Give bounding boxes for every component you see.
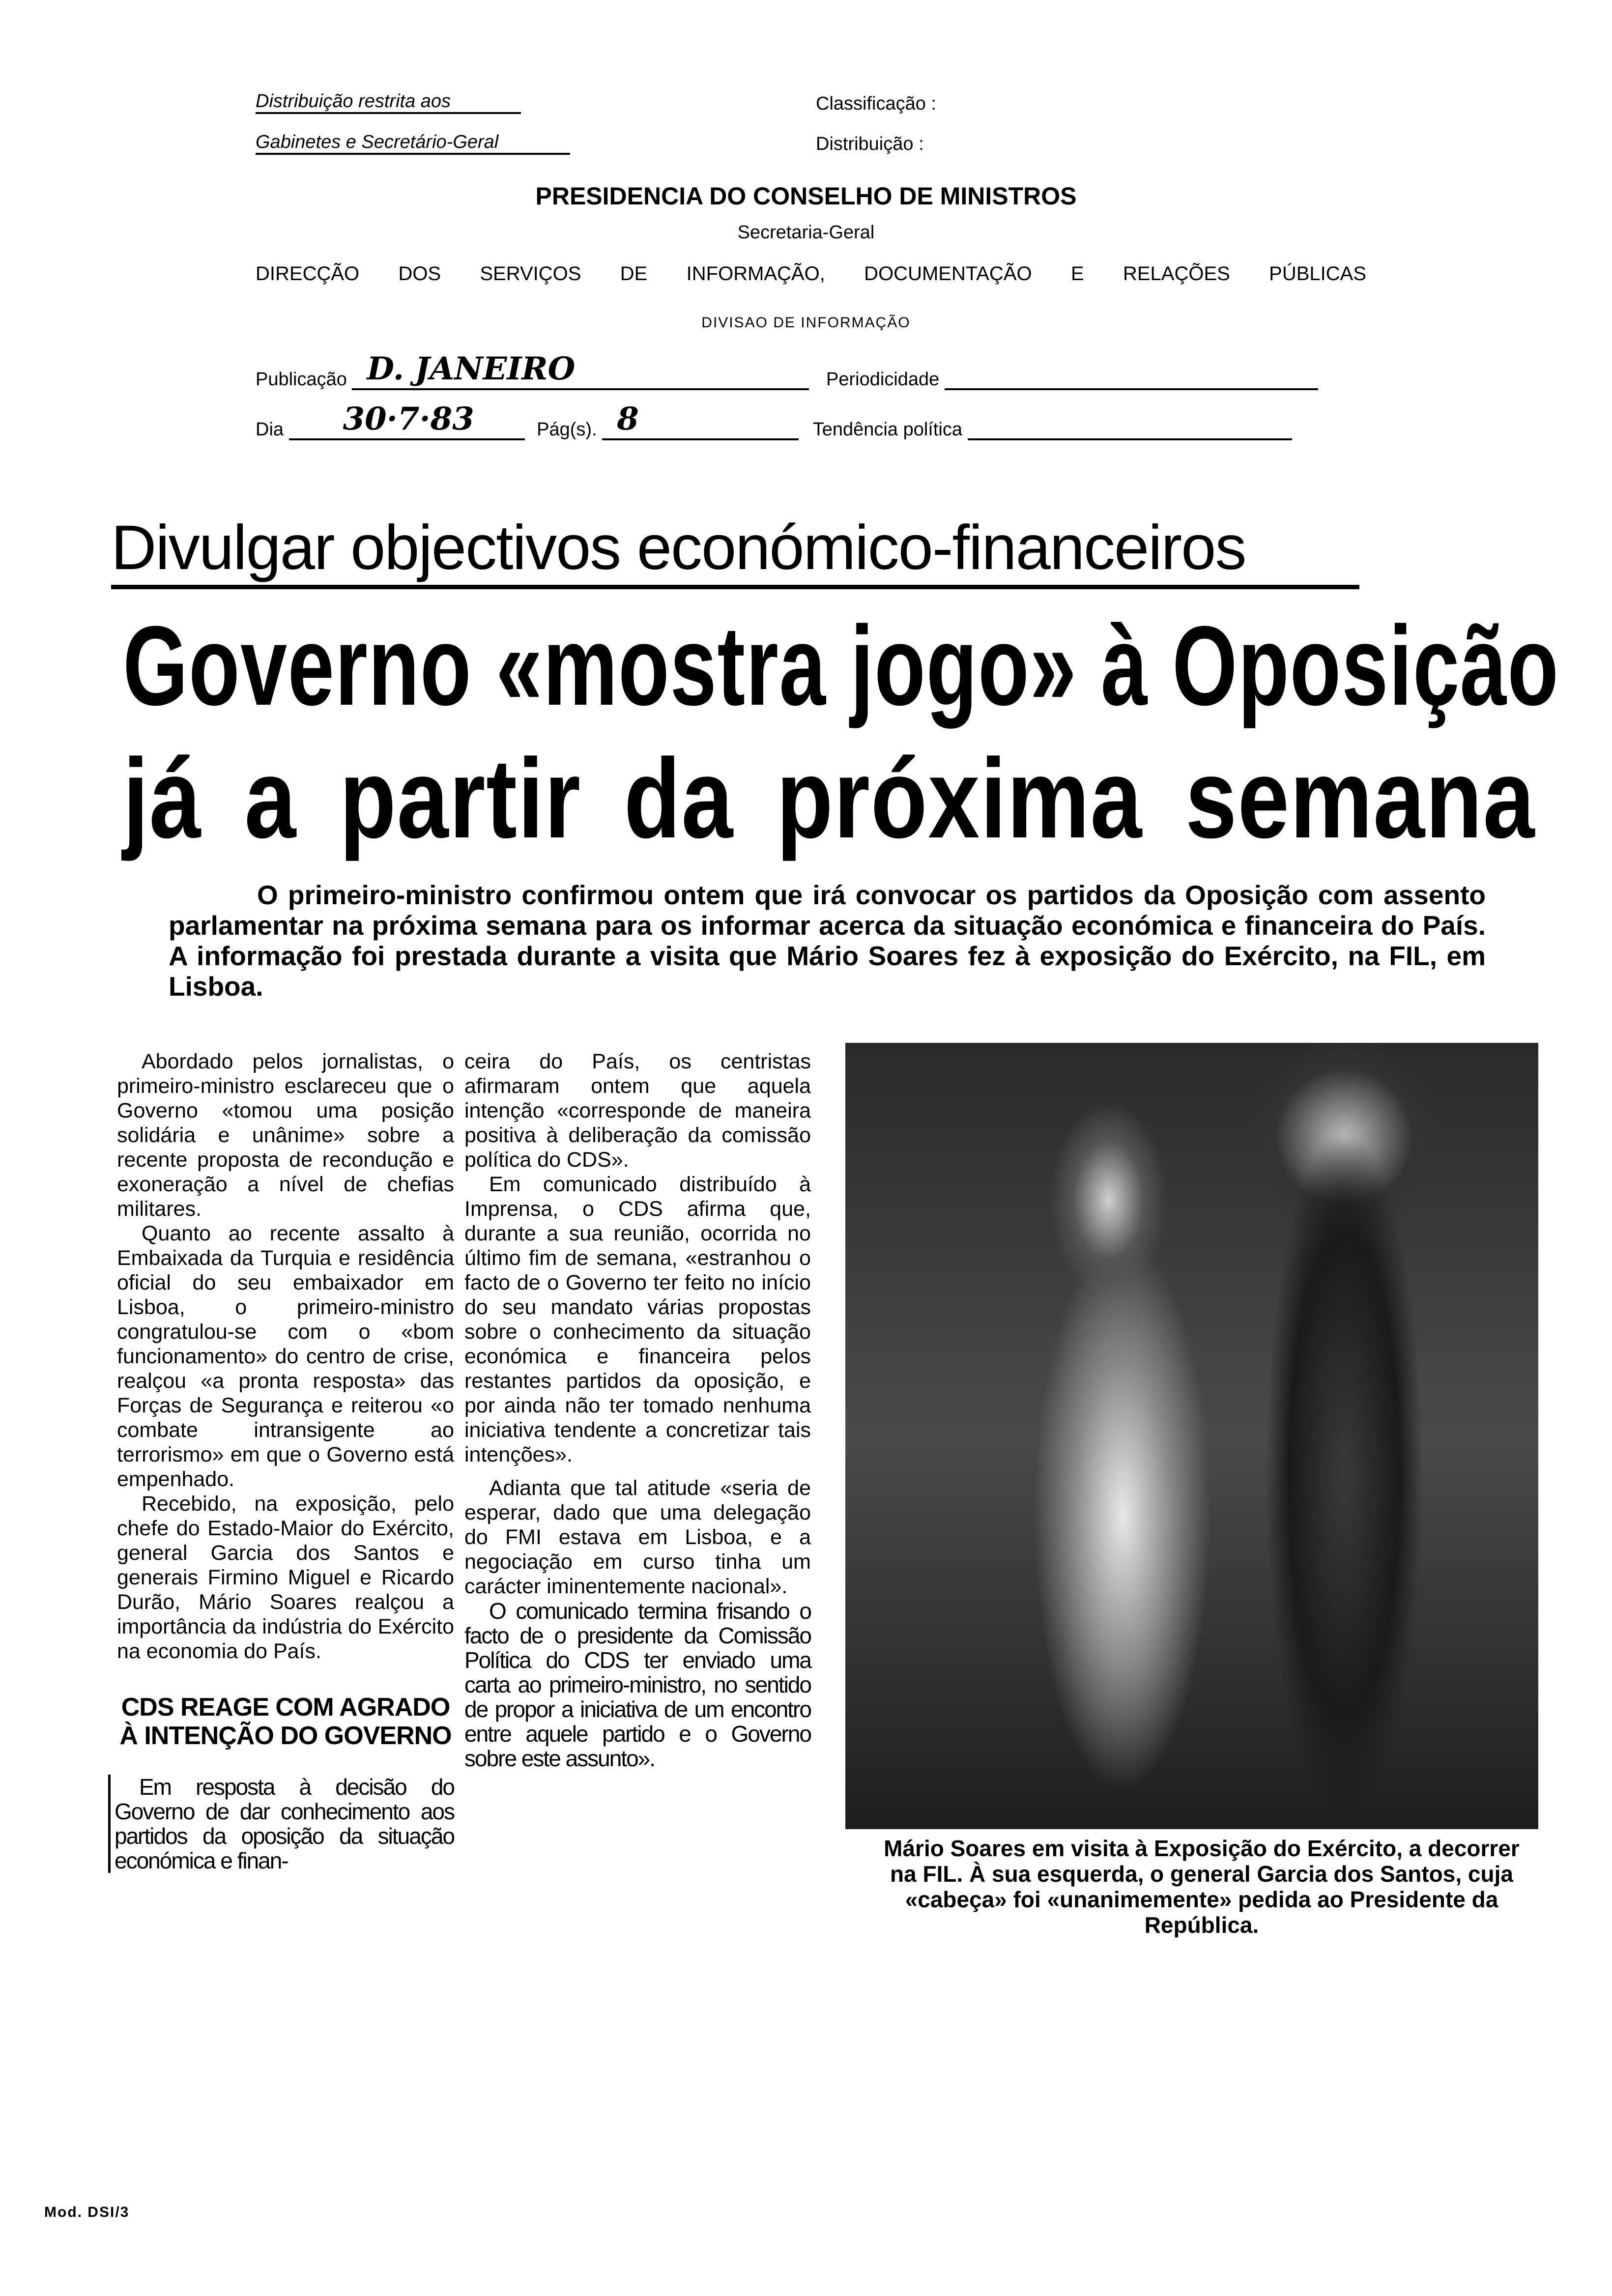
paragraph: ceira do País, os centristas afirmaram ontem que aquela intenção «corresponde de maneira positiva à deliberação da comissão política do CDS». (464, 1050, 811, 1172)
pags-field (602, 401, 799, 440)
publicacao-label: Publicação (256, 369, 347, 390)
classificacao-label: Classificação : (816, 93, 936, 114)
form-code: Mod. DSI/3 (44, 2204, 130, 2220)
paragraph: Em comunicado distribuído à Imprensa, o CDS afirma que, durante a sua reunião, ocorrida no último fim de semana, «estranhou o facto de o Governo ter feito no início do seu mandato várias propostas sobre o conhecimento da situação económica e financeira pelos restantes partidos da oposição, e por ainda não ter tomado nenhuma iniciativa tendente a concretizar tais intenções». (464, 1173, 811, 1466)
article-column-1 (117, 1049, 454, 1873)
tendencia-field (968, 419, 1292, 440)
news-photo (845, 1043, 1538, 1829)
paragraph: Recebido, na exposição, pelo chefe do Estado-Maior do Exército, general Garcia dos Santos e generais Firmino Miguel e Ricardo Durão, Mário Soares realçou a importância da indústria do Exército na economia do País. (117, 1492, 454, 1663)
tendencia-label: Tendência política (812, 419, 962, 440)
distribution-note-line2: Gabinetes e Secretário-Geral (256, 132, 570, 155)
paragraph: O comunicado termina frisando o facto de o presidente da Comissão Política do CDS ter enviado uma carta ao primeiro-ministro, no sentido de propor a iniciativa de um encontro entre aquele partido e o Governo sobre este assunto». (464, 1598, 811, 1771)
publicacao-row (256, 350, 1318, 390)
headline-line2: já a partir da próxima semana (123, 735, 1536, 861)
paragraph: Em resposta à decisão do Governo de dar conhecimento aos partidos da oposição da situação económica e finan- (108, 1775, 454, 1873)
subheading: CDS REAGE COM AGRADO À INTENÇÃO DO GOVERNO (119, 1693, 452, 1750)
paragraph: Abordado pelos jornalistas, o primeiro-ministro esclareceu que o Governo «tomou uma posição solidária e unânime» sobre a recente proposta de recondução e exoneração a nível de chefias militares. (117, 1050, 454, 1221)
dia-handwritten-value: 30·7·83 (343, 401, 474, 437)
pags-label: Pág(s). (537, 419, 597, 440)
kicker: Divulgar objectivos económico-financeiros (111, 511, 1359, 589)
publicacao-handwritten-value: D. JANEIRO (367, 350, 576, 387)
lead-paragraph (169, 880, 1486, 1002)
article-column-2 (464, 1049, 811, 1771)
paragraph: Adianta que tal atitude «seria de esperar, dado que uma delegação do FMI estava em Lisboa, e a negociação em curso tinha um carácter iminentemente nacional». (464, 1476, 811, 1598)
distribuicao-label: Distribuição : (816, 134, 924, 154)
lead-text: O primeiro-ministro confirmou ontem que irá convocar os partidos da Oposição com assento parlamentar na próxima semana para os informar acerca da situação económica e financeira do País. A informação foi prestada durante a visita que Mário Soares fez à exposição do Exército, na FIL, em Lisboa. (169, 880, 1486, 1002)
publicacao-field (352, 350, 809, 390)
periodicidade-field (945, 369, 1318, 390)
org-subtitle: Secretaria-Geral (737, 222, 875, 243)
division-line: DIVISAO DE INFORMAÇÃO (701, 315, 911, 331)
paragraph: Quanto ao recente assalto à Embaixada da Turquia e residência oficial do seu embaixador em Lisboa, o primeiro-ministro congratulou-se com o «bom funcionamento» do centro de crise, realçou «a pronta resposta» das Forças de Segurança e reiterou «o combate intransigente ao terrorismo» em que o Governo está empenhado. (117, 1222, 454, 1491)
org-title: PRESIDENCIA DO CONSELHO DE MINISTROS (535, 182, 1077, 210)
photo-caption: Mário Soares em visita à Exposição do Exército, a decorrer na FIL. À sua esquerda, o general Garcia dos Santos, cuja «cabeça» foi «unanimemente» pedida ao Presidente da República. (884, 1836, 1520, 1938)
dia-row (256, 401, 1292, 440)
distribution-note-line1: Distribuição restrita aos (256, 91, 521, 114)
dia-label: Dia (256, 419, 284, 440)
pags-handwritten-value: 8 (617, 401, 639, 437)
dia-field (289, 401, 525, 440)
periodicidade-label: Periodicidade (826, 369, 940, 390)
headline-line1: Governo «mostra jogo» à Oposição (123, 603, 1559, 729)
directorate-line: DIRECÇÃO DOS SERVIÇOS DE INFORMAÇÃO, DOCUMENTAÇÃO E RELAÇÕES PÚBLICAS (256, 263, 1366, 285)
